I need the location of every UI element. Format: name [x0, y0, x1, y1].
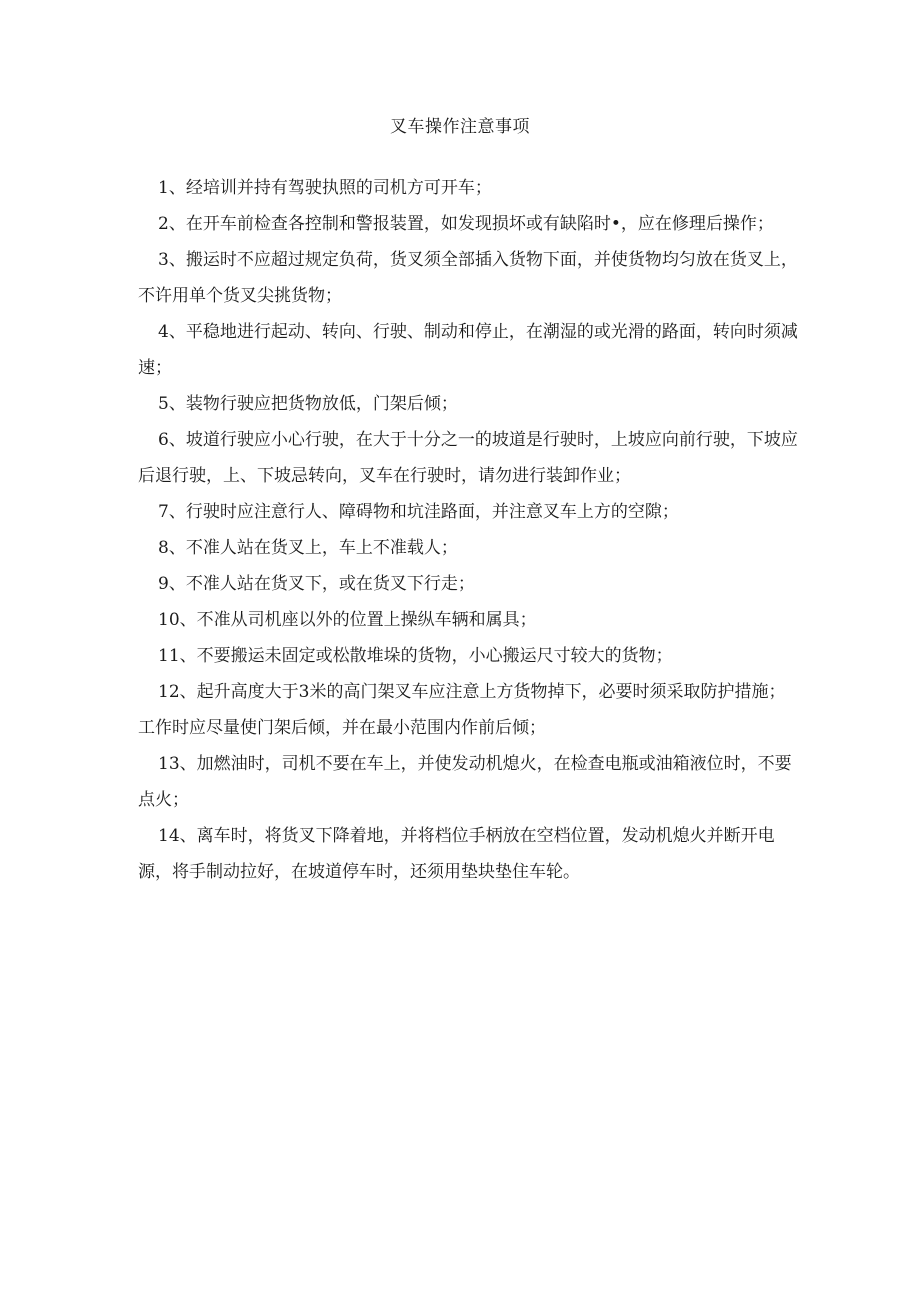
- list-item: 14、离车时，将货叉下降着地，并将档位手柄放在空档位置，发动机熄火并断开电源，将手制动拉好，在坡道停车时，还须用垫块垫住车轮。: [138, 826, 775, 882]
- list-item: 3、搬运时不应超过规定负荷，货叉须全部插入货物下面，并使货物均匀放在货叉上，不许用单个货叉尖挑货物；: [138, 250, 798, 306]
- list-item: 9、不准人站在货叉下，或在货叉下行走；: [158, 574, 475, 594]
- list-item: 13、加燃油时，司机不要在车上，并使发动机熄火，在检查电瓶或油箱液位时，不要点火；: [138, 754, 792, 810]
- list-item: 10、不准从司机座以外的位置上操纵车辆和属具；: [158, 610, 537, 630]
- list-item: 5、装物行驶应把货物放低，门架后倾；: [158, 394, 458, 414]
- list-item: 6、坡道行驶应小心行驶，在大于十分之一的坡道是行驶时，上坡应向前行驶，下坡应后退行驶，上、下坡忌转向，叉车在行驶时，请勿进行装卸作业；: [138, 430, 798, 486]
- precaution-list: [138, 170, 798, 890]
- list-item: 4、平稳地进行起动、转向、行驶、制动和停止，在潮湿的或光滑的路面，转向时须减速；: [138, 322, 798, 378]
- list-item: 12、起升高度大于3米的高门架叉车应注意上方货物掉下，必要时须采取防护措施；工作时应尽量使门架后倾，并在最小范围内作前后倾；: [138, 682, 786, 738]
- list-item: 2、在开车前检查各控制和警报装置，如发现损坏或有缺陷时•，应在修理后操作；: [158, 214, 774, 234]
- list-item: 1、经培训并持有驾驶执照的司机方可开车；: [158, 178, 492, 198]
- list-item: 7、行驶时应注意行人、障碍物和坑洼路面，并注意叉车上方的空隙；: [158, 502, 679, 522]
- list-item: 8、不准人站在货叉上，车上不准载人；: [158, 538, 458, 558]
- list-item: 11、不要搬运未固定或松散堆垛的货物，小心搬运尺寸较大的货物；: [158, 646, 673, 666]
- document-title: 叉车操作注意事项: [390, 117, 530, 137]
